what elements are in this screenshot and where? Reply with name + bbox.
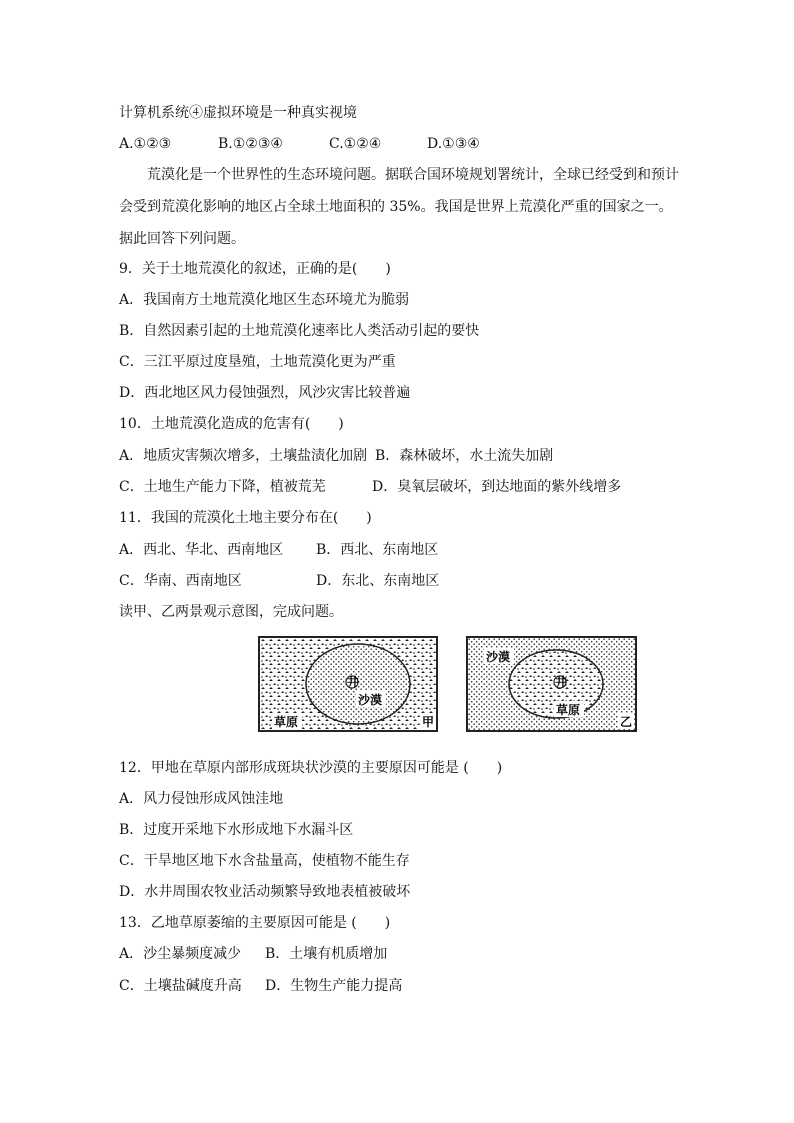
- q11-option-d: D．东北、东南地区: [316, 573, 440, 589]
- figure-jia-svg: [260, 638, 436, 730]
- figure-yi-svg: [468, 638, 635, 730]
- well-label: 井: [347, 675, 360, 689]
- q12-stem: 12．甲地在草原内部形成斑块状沙漠的主要原因可能是 ( ): [119, 760, 503, 776]
- q11-option-a: A．西北、华北、西南地区: [119, 542, 284, 558]
- q9-stem: 9．关于土地荒漠化的叙述，正确的是( ): [119, 261, 391, 277]
- q13-option-c: C．土壤盐碱度升高: [119, 978, 242, 994]
- passage: 荒漠化是一个世界性的生态环境问题。据联合国环境规划署统计，全球已经受到和预计会受到荒漠化影响的地区占全球土地面积的 35%。我国是世界上荒漠化严重的国家之一。据此回答下列问题。: [119, 167, 679, 247]
- q13-stem: 13．乙地草原萎缩的主要原因可能是 ( ): [119, 915, 391, 931]
- q9-option-a: A．我国南方土地荒漠化地区生态环境尤为脆弱: [119, 292, 410, 308]
- q11-option-c: C．华南、西南地区: [119, 573, 242, 589]
- q10-stem: 10．土地荒漠化造成的危害有( ): [119, 416, 344, 432]
- yi-name: 乙: [620, 715, 633, 729]
- q8-option-c: C.①②④: [329, 136, 382, 152]
- yi-outer-label: 沙漠: [486, 650, 511, 664]
- q12-option-d: D．水井周围农牧业活动频繁导致地表植被破坏: [119, 884, 411, 900]
- q10-option-a: A．地质灾害频次增多，土壤盐渍化加剧: [119, 448, 368, 464]
- figure-jia: [258, 636, 438, 732]
- jia-outer-label: 草原: [274, 715, 299, 729]
- yi-inner-label: 草原: [556, 703, 581, 717]
- well-label: 井: [555, 675, 568, 689]
- q8-option-b: B.①②③④: [218, 136, 283, 152]
- q8-tail: 计算机系统④虚拟环境是一种真实视境: [119, 105, 357, 121]
- q9-option-c: C．三江平原过度垦殖，土地荒漠化更为严重: [119, 354, 396, 370]
- q9-option-b: B．自然因素引起的土地荒漠化速率比人类活动引起的要快: [119, 323, 480, 339]
- q8-option-d: D.①③④: [427, 136, 480, 152]
- q12-option-b: B．过度开采地下水形成地下水漏斗区: [119, 822, 354, 838]
- figure-intro: 读甲、乙两景观示意图，完成问题。: [119, 604, 343, 620]
- q12-option-a: A．风力侵蚀形成风蚀洼地: [119, 791, 284, 807]
- jia-name: 甲: [422, 715, 435, 729]
- q10-option-b: B．森林破坏，水土流失加剧: [375, 448, 554, 464]
- q13-option-d: D．生物生产能力提高: [265, 978, 403, 994]
- jia-inner-label: 沙漠: [358, 693, 383, 707]
- q11-option-b: B．西北、东南地区: [316, 542, 439, 558]
- q13-option-a: A．沙尘暴频度减少: [119, 946, 242, 962]
- q11-stem: 11．我国的荒漠化土地主要分布在( ): [119, 510, 372, 526]
- figure-yi: [466, 636, 637, 732]
- q9-option-d: D．西北地区风力侵蚀强烈，风沙灾害比较普遍: [119, 385, 411, 401]
- q13-option-b: B．土壤有机质增加: [265, 946, 388, 962]
- q12-option-c: C．干旱地区地下水含盐量高，使植物不能生存: [119, 853, 410, 869]
- q8-option-a: A.①②③: [119, 136, 172, 152]
- q10-option-d: D．臭氧层破坏，到达地面的紫外线增多: [372, 479, 622, 495]
- q10-option-c: C．土地生产能力下降，植被荒芜: [119, 479, 326, 495]
